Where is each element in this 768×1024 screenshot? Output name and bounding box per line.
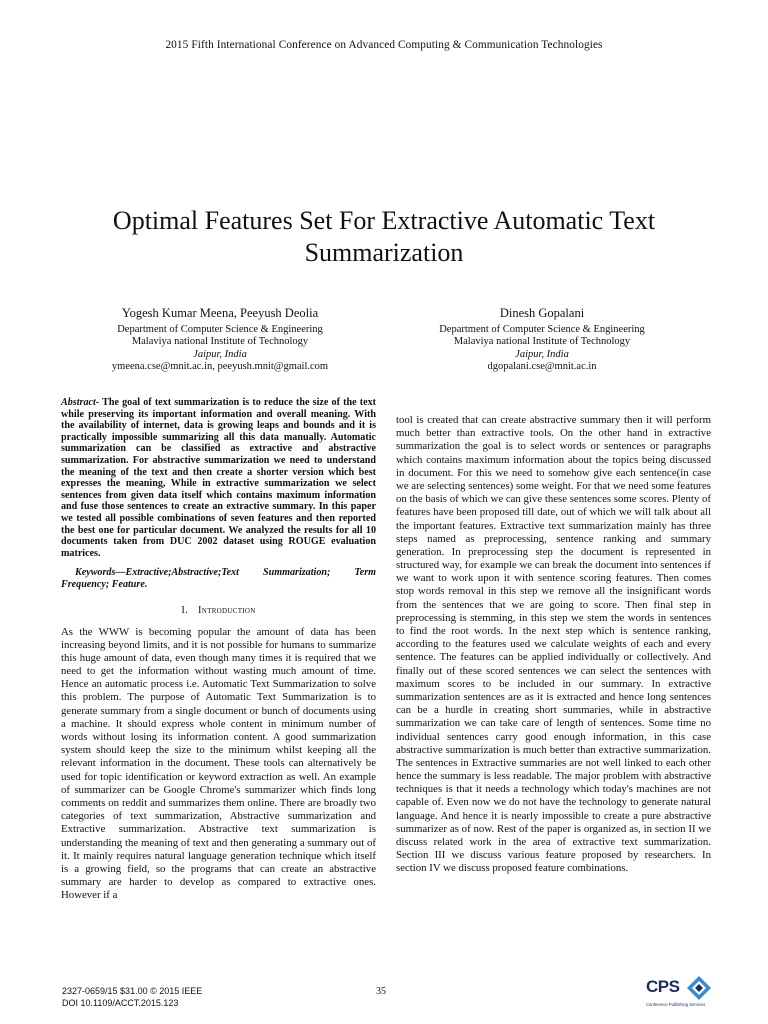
cps-diamond-icon	[686, 975, 712, 1001]
left-column	[61, 397, 376, 902]
conference-header: 2015 Fifth International Conference on Advanced Computing & Communication Technologies	[165, 39, 603, 51]
author-names: Dinesh Gopalani	[499, 306, 585, 320]
section-number: I.	[181, 605, 189, 617]
introduction-text-left: As the WWW is becoming popular the amount of data has been increasing beyond limits, and it is not possible for humans to summarize this huge amount of data, even though many times it is required that we need to get the information without wasting much amount of time. Hence an automatic process i.e. Automatic Text Summarization to solve this problem. The purpose of Automatic Text Summarization is to generate summary from a single document or bunch of documents using a machine. It should express whole content in minimum number of words without losing its information content. A good summarization system should keep the size to the minimum whilst keeping all the relevant information in the document. These tools can alternatively be used for topic identification or keyword extraction as well. An example of summarizer can be Google Chrome's summarizer which finds long comments on reddit and summarizes them online. There are broadly two categories of text summarization, Abstractive summarization and Extractive summarization. Abstractive text summarization is understanding the meaning of text and then generating a summary out of it. It mainly requires natural language generation technique which itself is a growing field, so the programs that can create an abstractive summary are harder to develop as compared to extractive ones. However if a	[61, 625, 376, 902]
abstract-text: The goal of text summarization is to reduce the size of the text while preserving its important information and overall meaning. With the availability of internet, data is growing leaps and bounds and it is practically impossible summarizing all this data manually. Automatic summarization can be classified as extractive and abstractive summarization. For abstractive summarization we need to understand the meaning of the text and then create a shorter version which best expresses the meaning, While in extractive summarization we select sentences from given data itself which contains maximum information and fuse those sentences to create an extractive summary. In this paper we tested all possible combinations of seven features and then reported the best one for particular document. We analyzed the results for all 10 documents taken from DUC 2002 dataset using ROUGE evaluation matrices.	[61, 397, 376, 559]
author-city: Jaipur, India	[515, 348, 569, 360]
author-names: Yogesh Kumar Meena, Peeyush Deolia	[121, 306, 319, 320]
cps-logo-text: CPS	[646, 977, 680, 996]
footer-copyright	[62, 986, 202, 1009]
author-department: Department of Computer Science & Engineering	[439, 323, 645, 335]
right-column	[396, 414, 711, 876]
abstract	[61, 397, 376, 559]
page-number: 35	[376, 986, 386, 997]
author-emails: ymeena.cse@mnit.ac.in, peeyush.mnit@gmail.com	[111, 361, 329, 372]
cps-logo	[646, 977, 712, 1017]
abstract-label: Abstract-	[61, 397, 100, 408]
footer-doi: DOI 10.1109/ACCT.2015.123	[62, 997, 179, 1008]
footer-issn: 2327-0659/15 $31.00 © 2015 IEEE	[62, 986, 203, 996]
keywords: Keywords—Extractive;Abstractive;Text Summarization; Term Frequency; Feature.	[61, 567, 376, 591]
section-heading-introduction	[61, 604, 376, 617]
cps-logo-subtext: Conference Publishing Services	[646, 1002, 706, 1007]
author-department: Department of Computer Science & Engineering	[117, 323, 323, 335]
author-institute: Malaviya national Institute of Technology	[131, 336, 309, 347]
introduction-text-right: tool is created that can create abstractive summary then it will perform much better than extractive tools. On the other hand in extractive summarization the goal is to select words or sentences or paragraphs which contains maximum information about the topics being discussed in document. For this we need to somehow give each sentence(in case we are selecting sentences) some weight. For that we need some features on the basis of which we can give these sentences some scores. Plenty of features have been proposed till date, out of which we will talk about all the important features. Extractive text summarization mainly has three steps named as preprocessing, sentence ranking and summary generation. In preprocessing step the document is represented in structured way, for example we can break the document into sentences if we want to work upon it with sentence scoring features. Then comes stop words removal in this step we remove all the insignificant words from the sentences that we are going to score. Then final step in preprocessing is stemming, in this step we stem the words in sentences to find the root words. In the next step which is sentence ranking, according to the features used we calculate weights of each and every sentence. The features can be applied individually or collectively. And finally out of these scored sentences we can select the sentences with maximum scores to be included in our summary. In extractive summarization sentences are as it is extracted and hence long sentences can be a hurdle in creating short summaries, while in abstractive summarization we can take care of length of sentences. Some time no individual sentences carry good enough information, in this case abstractive summarization is much better than extractive summarization. The sentences in Extractive summaries are not well linked to each other hence the summary is less readable. The major problem with abstractive techniques is that it needs a technology which today's machines are not capable of. Even now we do not have the technology to generate natural language. And hence it is nearly impossible to create a pure abstractive summarizer as of now. Rest of the paper is organized as, in section II we discuss related work in the area of extractive text summarization. Section III we discuss various feature proposed by researchers. In section IV we discuss proposed feature combinations.	[396, 414, 711, 875]
section-title: Introduction	[198, 605, 256, 617]
author-city: Jaipur, India	[193, 348, 247, 360]
author-emails: dgopalani.cse@mnit.ac.in	[487, 361, 597, 372]
author-institute: Malaviya national Institute of Technology	[453, 336, 631, 347]
author-block-right	[377, 307, 707, 374]
author-block-left	[55, 307, 385, 374]
paper-title: Optimal Features Set For Extractive Automatic Text Summarization	[112, 206, 656, 267]
